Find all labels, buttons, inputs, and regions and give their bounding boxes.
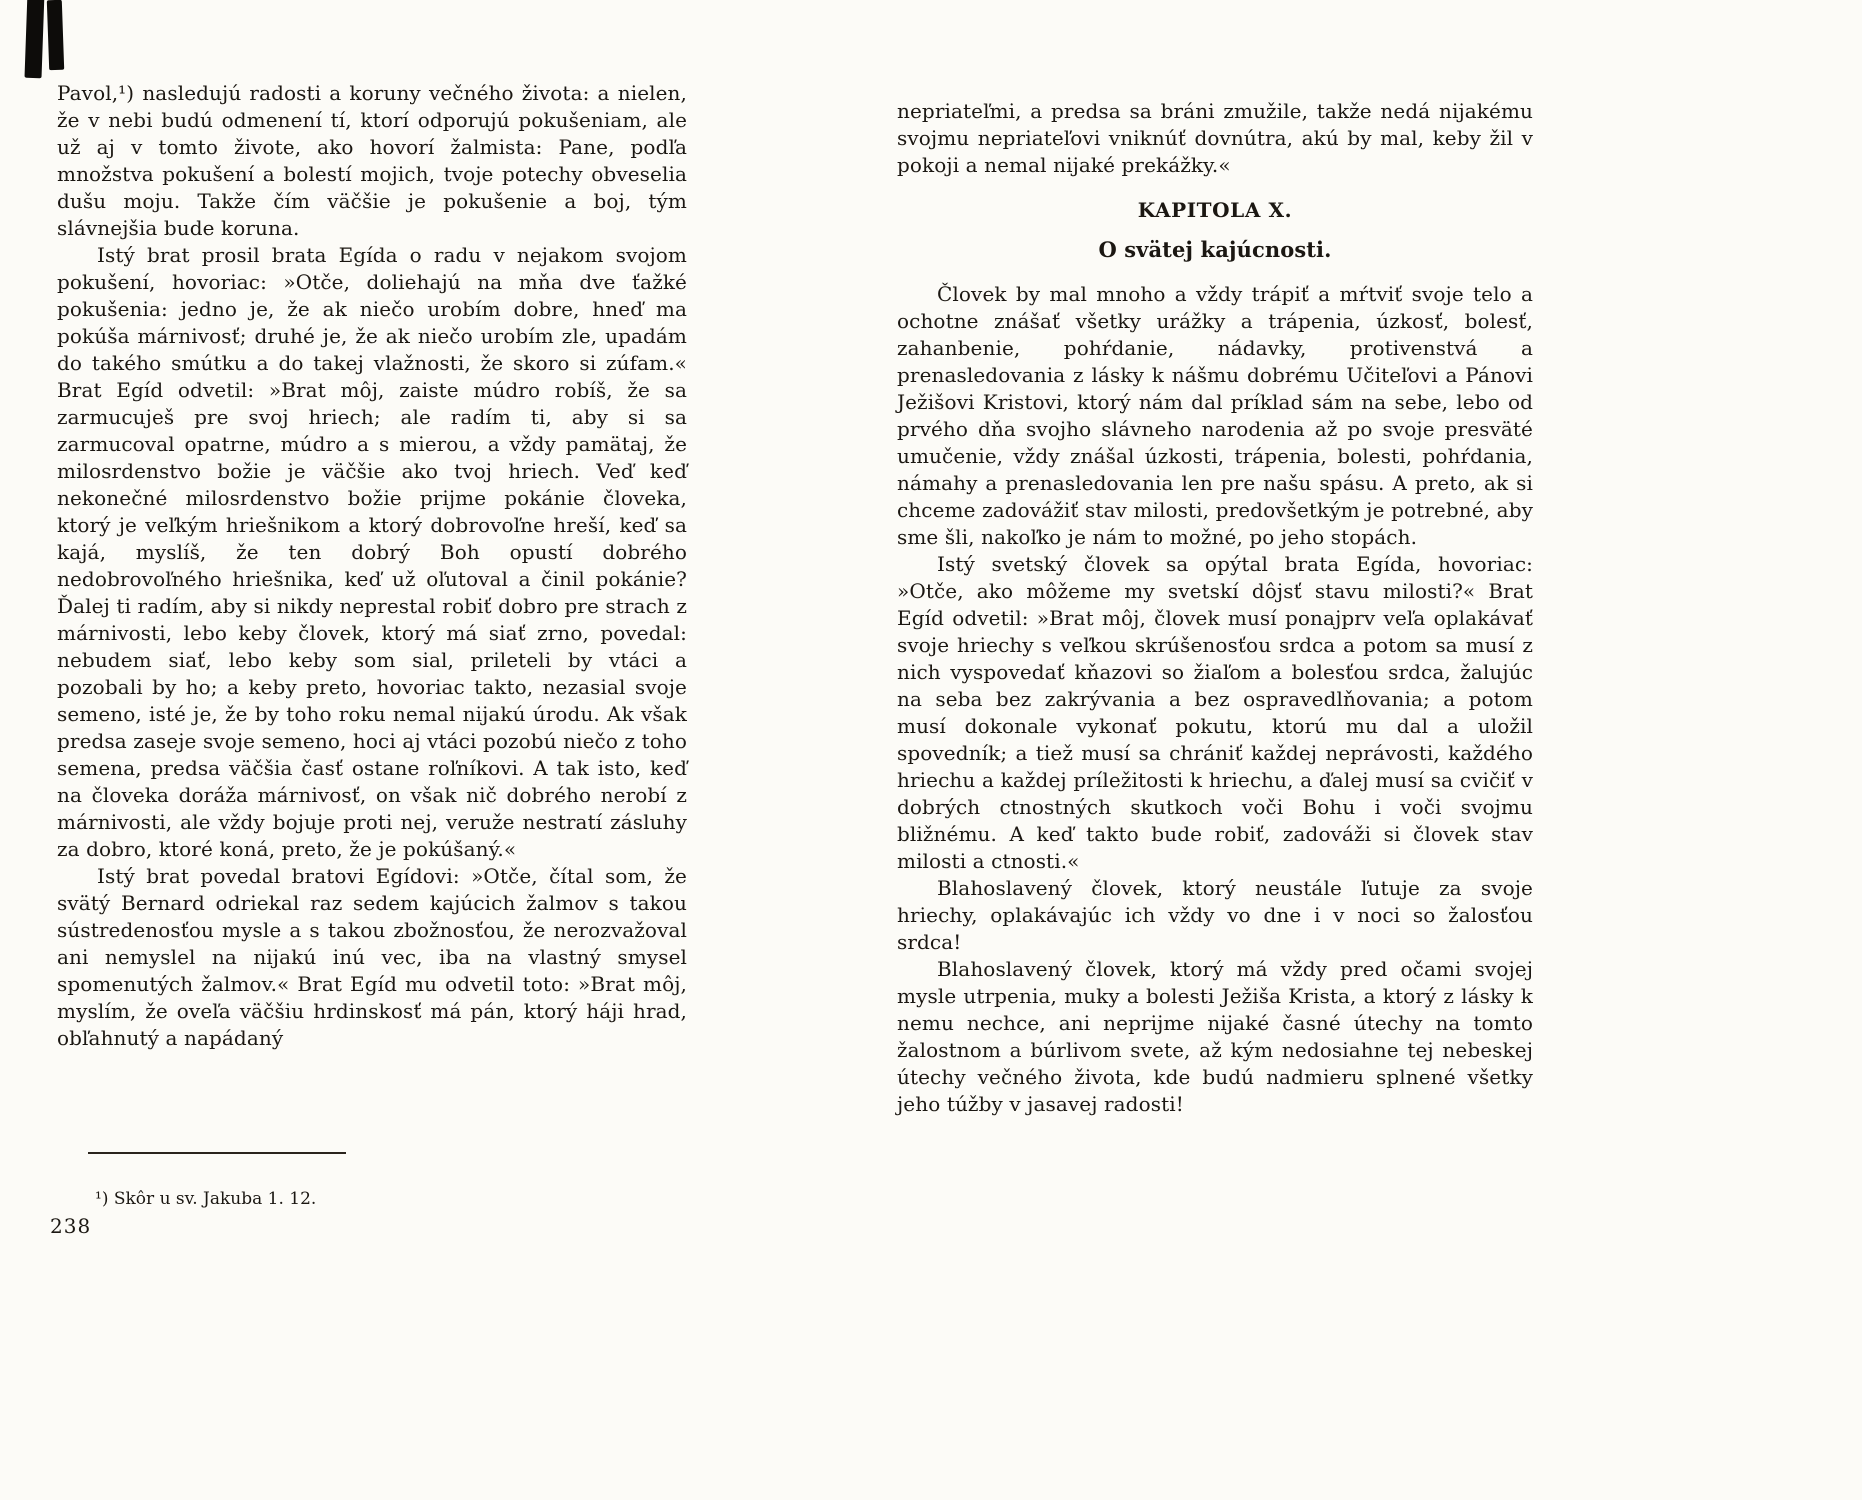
- left-page: [57, 80, 687, 1052]
- body-paragraph: Istý svetský človek sa opýtal brata Egída, hovoriac: »Otče, ako môžeme my svetskí dôjsť stavu milosti?« Brat Egíd odvetil: »Brat môj, človek musí ponajprv veľa oplakávať svoje hriechy s veľkou skrúšenosťou srdca a potom sa musí z nich vyspovedať kňazovi so žiaľom a bolesťou srdca, žalujúc na seba bez zakrývania a bez ospravedlňovania; a potom musí dokonale vykonať pokutu, ktorú mu dal a uložil spovedník; a tiež musí sa chrániť každej neprávosti, každého hriechu a každej príležitosti k hriechu, a ďalej musí sa cvičiť v dobrých ctnostných skutkoch voči Bohu i voči svojmu bližnému. A keď takto bude robiť, zadováži si človek stav milosti a ctnosti.«: [897, 552, 1533, 873]
- footnote: ¹) Skôr u sv. Jakuba 1. 12.: [95, 1189, 317, 1209]
- scan-ink-mark: [47, 0, 64, 70]
- body-paragraph: Blahoslavený človek, ktorý neustále ľutuje za svoje hriechy, oplakávajúc ich vždy vo dne i v noci so žalosťou srdca!: [897, 876, 1533, 954]
- body-paragraph-continuation: nepriateľmi, a predsa sa bráni zmužile, takže nedá nijakému svojmu nepriateľovi vniknúť dovnútra, akú by mal, keby žil v pokoji a nemal nijaké prekážky.«: [897, 99, 1533, 177]
- scan-ink-mark: [25, 0, 45, 78]
- body-paragraph: Človek by mal mnoho a vždy trápiť a mŕtviť svoje telo a ochotne znášať všetky urážky a trápenia, úzkosť, bolesť, zahanbenie, pohŕdanie, nádavky, protivenstvá a prenasledovania z lásky k nášmu dobrému Učiteľovi a Pánovi Ježišovi Kristovi, ktorý nám dal príklad sám na sebe, lebo od prvého dňa svojho slávneho narodenia až po svoje presväté umučenie, vždy znášal úzkosti, trápenia, bolesti, pohŕdania, námahy a prenasledovania len pre našu spásu. A preto, ak si chceme zadovážiť stav milosti, predovšetkým je potrebné, aby sme šli, nakoľko je nám to možné, po jeho stopách.: [897, 282, 1533, 549]
- chapter-subtitle: O svätej kajúcnosti.: [1098, 237, 1332, 262]
- body-paragraph: Blahoslavený človek, ktorý má vždy pred očami svojej mysle utrpenia, muky a bolesti Ježiša Krista, a ktorý z lásky k nemu nechce, ani neprijme nijaké časné útechy na tomto žalostnom a búrlivom svete, až kým nedosiahne tej nebeskej útechy večného života, kde budú nadmieru splnené všetky jeho túžby v jasavej radosti!: [897, 957, 1533, 1116]
- chapter-heading: KAPITOLA X.: [1137, 198, 1293, 222]
- right-page: [897, 98, 1533, 1118]
- body-paragraph: Istý brat prosil brata Egída o radu v nejakom svojom pokušení, hovoriac: »Otče, doliehajú na mňa dve ťažké pokušenia: jedno je, že ak niečo urobím dobre, hneď ma pokúša márnivosť; druhé je, že ak niečo urobím zle, upadám do takého smútku a do takej vlažnosti, že skoro si zúfam.« Brat Egíd odvetil: »Brat môj, zaiste múdro robíš, že sa zarmucuješ pre svoj hriech; ale radím ti, aby si sa zarmucoval opatrne, múdro a s mierou, a vždy pamätaj, že milosrdenstvo božie je väčšie ako tvoj hriech. Veď keď nekonečné milosrdenstvo božie prijme pokánie človeka, ktorý je veľkým hriešnikom a ktorý dobrovoľne hreší, keď sa kajá, myslíš, že ten dobrý Boh opustí dobrého nedobrovoľného hriešnika, keď už oľutoval a činil pokánie? Ďalej ti radím, aby si nikdy neprestal robiť dobro pre strach z márnivosti, lebo keby človek, ktorý má siať zrno, povedal: nebudem siať, lebo keby som sial, prileteli by vtáci a pozobali by ho; a keby preto, hovoriac takto, nezasial svoje semeno, isté je, že by toho roku nemal nijakú úrodu. Ak však predsa zaseje svoje semeno, hoci aj vtáci pozobú niečo z toho semena, predsa väčšia časť ostane roľníkovi. A tak isto, keď na človeka doráža márnivosť, on však nič dobrého nerobí z márnivosti, ale vždy bojuje proti nej, veruže nestratí zásluhy za dobro, ktoré koná, preto, že je pokúšaný.«: [57, 243, 687, 861]
- page-number: 238: [50, 1214, 92, 1238]
- body-paragraph: Pavol,¹) nasledujú radosti a koruny večného života: a nielen, že v nebi budú odmenení tí, ktorí odporujú pokušeniam, ale už aj v tomto živote, ako hovorí žalmista: Pane, podľa množstva pokušení a bolestí mojich, tvoje potechy obveselia dušu moju. Takže čím väčšie je pokušenie a boj, tým slávnejšia bude koruna.: [57, 81, 687, 240]
- footnote-rule: [88, 1152, 346, 1154]
- body-paragraph: Istý brat povedal bratovi Egídovi: »Otče, čítal som, že svätý Bernard odriekal raz sedem kajúcich žalmov s takou sústredenosťou mysle a s takou zbožnosťou, že nerozvažoval ani nemyslel na nijakú inú vec, iba na vlastný smysel spomenutých žalmov.« Brat Egíd mu odvetil toto: »Brat môj, myslím, že oveľa väčšiu hrdinskosť má pán, ktorý háji hrad, obľahnutý a napádaný: [57, 864, 687, 1050]
